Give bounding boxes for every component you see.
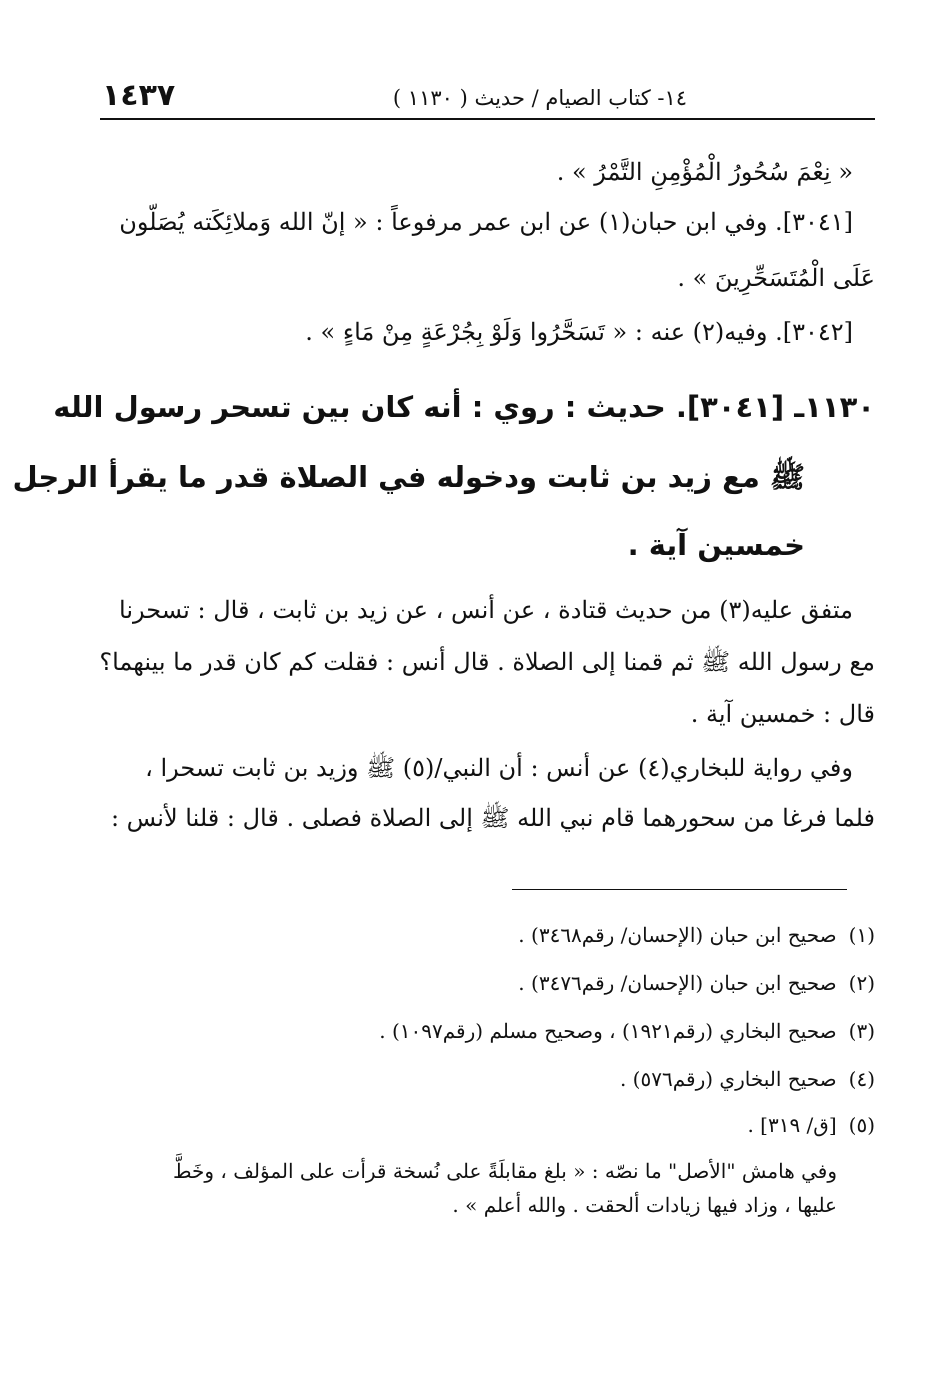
footnote-4 — [620, 1064, 875, 1094]
top-line-2: [٣٠٤١]. وفي ابن حبان(١) عن ابن عمر مرفوعاً : « إنّ الله وَملائِكَته يُصَلّون — [119, 208, 853, 236]
margin-note-line-2: عليها ، وزاد فيها زيادات ألحقت . والله أعلم » . — [452, 1193, 837, 1217]
commentary-line-3: قال : خمسين آية . — [690, 700, 875, 728]
footnote-1 — [518, 920, 875, 950]
footnote-5 — [747, 1110, 875, 1140]
footnote-text: صحيح البخاري (رقم١٩٢١) ، وصحيح مسلم (رقم١٠٩٧) . — [379, 1019, 837, 1043]
footnote-number: (٣) — [848, 1019, 875, 1043]
page-header — [100, 78, 875, 120]
footnote-number: (٤) — [848, 1067, 875, 1091]
footnote-number: (٥) — [848, 1113, 875, 1137]
top-line-4: [٣٠٤٢]. وفيه(٢) عنه : « تَسَحَّرُوا وَلَوْ بِجُرْعَةٍ مِنْ مَاءٍ » . — [305, 318, 853, 346]
footnote-number: (٢) — [848, 971, 875, 995]
top-line-3: عَلَى الْمُتَسَحِّرِينَ » . — [677, 264, 875, 292]
commentary-line-4: وفي رواية للبخاري(٤) عن أنس : أن النبي/(٥) ﷺ وزيد بن ثابت تسحرا ، — [145, 754, 853, 782]
commentary-line-2: مع رسول الله ﷺ ثم قمنا إلى الصلاة . قال أنس : فقلت كم كان قدر ما بينهما؟ — [99, 648, 875, 676]
footnote-3 — [379, 1016, 875, 1046]
footnote-text: صحيح ابن حبان (الإحسان/ رقم٣٤٧٦) . — [518, 971, 837, 995]
commentary-line-5: فلما فرغا من سحورهما قام نبي الله ﷺ إلى الصلاة فصلى . قال : قلنا لأنس : — [110, 804, 875, 832]
footnote-text: [ق/ ٣١٩] . — [747, 1113, 837, 1137]
footnote-separator — [512, 889, 847, 890]
running-head: ١٤- كتاب الصيام / حديث ( ١١٣٠ ) — [392, 86, 688, 110]
footnote-text: صحيح ابن حبان (الإحسان/ رقم٣٤٦٨) . — [518, 923, 837, 947]
hadith-line-2: ﷺ مع زيد بن ثابت ودخوله في الصلاة قدر ما يقرأ الرجل — [12, 460, 805, 494]
hadith-heading — [12, 380, 875, 580]
top-line-1: « نِعْمَ سُحُورُ الْمُؤْمِنِ التَّمْرُ » . — [556, 158, 853, 186]
margin-note-line-1: وفي هامش "الأصل" ما نصّه : « بلغ مقابلَةً على نُسخة قرأت على المؤلف ، وخَطَّ — [173, 1159, 837, 1183]
footnote-2 — [518, 968, 875, 998]
commentary-line-1: متفق عليه(٣) من حديث قتادة ، عن أنس ، عن زيد بن ثابت ، قال : تسحرنا — [119, 596, 853, 624]
page-number: ١٤٣٧ — [102, 78, 176, 113]
hadith-line-3: خمسين آية . — [627, 528, 805, 562]
footnote-number: (١) — [848, 923, 875, 947]
footnotes — [100, 920, 875, 1230]
top-block — [100, 150, 875, 370]
footnote-text: صحيح البخاري (رقم٥٧٦) . — [619, 1067, 837, 1091]
hadith-line-1: ١١٣٠ـ [٣٠٤١]. حديث : روي : أنه كان بين تسحر رسول الله — [53, 390, 875, 424]
commentary — [100, 590, 875, 850]
